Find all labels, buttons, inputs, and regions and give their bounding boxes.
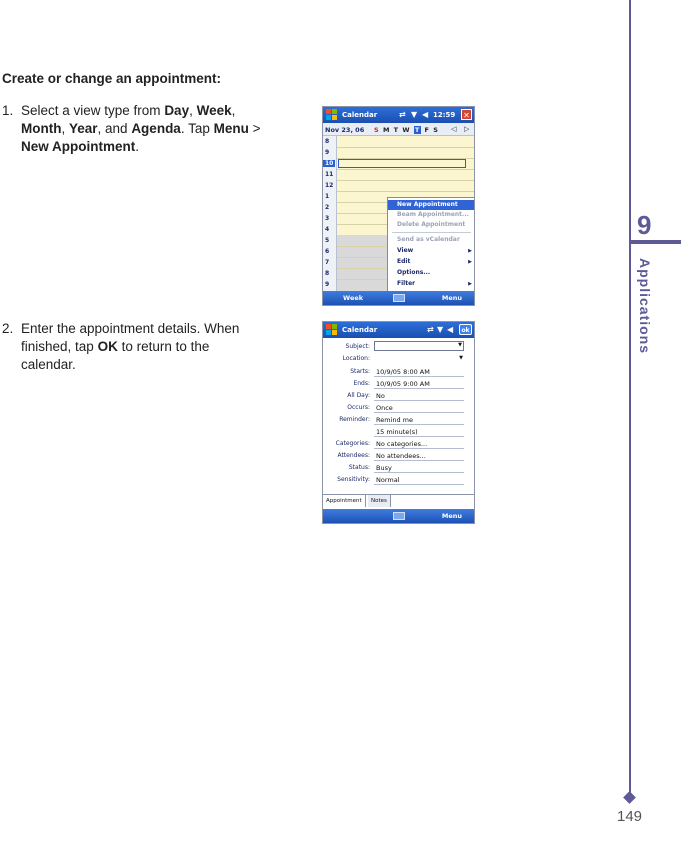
subject-label: Subject: xyxy=(345,343,370,350)
app-title: Calendar xyxy=(342,326,378,334)
close-button[interactable]: ✕ xyxy=(461,109,472,120)
ok-button[interactable]: ok xyxy=(459,324,472,335)
title-bar xyxy=(323,107,474,123)
attendees-label: Attendees: xyxy=(337,452,370,459)
days-midweek[interactable]: M T W xyxy=(382,126,411,134)
text: , xyxy=(231,103,236,118)
text: , xyxy=(61,121,69,136)
keyboard-icon[interactable] xyxy=(393,512,405,520)
location-row xyxy=(323,353,474,365)
step-text xyxy=(21,320,266,374)
hour-label: 7 xyxy=(325,259,330,266)
submenu-arrow-icon: ▶ xyxy=(468,248,472,254)
chevron-down-icon[interactable]: ▼ xyxy=(459,355,463,361)
bold-term: Day xyxy=(164,103,190,118)
reminder-time-row xyxy=(323,426,474,438)
hour-label: 4 xyxy=(325,226,330,233)
hour-label: 8 xyxy=(325,270,330,277)
hour-label: 3 xyxy=(325,215,330,222)
menu-beam-appointment[interactable]: Beam Appointment... xyxy=(397,211,469,218)
starts-label: Starts: xyxy=(350,368,370,375)
volume-icon[interactable]: ◀ xyxy=(422,110,429,119)
submenu-arrow-icon: ▶ xyxy=(468,281,472,287)
softkey-menu[interactable]: Menu xyxy=(441,294,462,302)
step-number: 2. xyxy=(2,321,14,336)
tab-appointment[interactable]: Appointment xyxy=(323,495,366,507)
text: Select a view type from xyxy=(21,103,165,118)
starts-row xyxy=(323,366,474,378)
occurs-row xyxy=(323,402,474,414)
tab-strip xyxy=(323,494,474,507)
categories-value[interactable]: No categories... xyxy=(374,439,464,449)
menu-filter[interactable] xyxy=(388,279,475,289)
menu-separator xyxy=(392,232,471,233)
subject-row xyxy=(323,341,474,353)
menu-label: Edit xyxy=(397,258,411,265)
attendees-value[interactable]: No attendees... xyxy=(374,451,464,461)
date-bar xyxy=(323,123,474,136)
start-menu-icon[interactable] xyxy=(326,109,338,121)
connectivity-icon[interactable]: ⇄ xyxy=(399,110,406,119)
submenu-arrow-icon: ▶ xyxy=(468,259,472,265)
text: Enter the appointment details. When finished, tap xyxy=(21,321,240,354)
sensitivity-row xyxy=(323,474,474,486)
reminder-value[interactable]: Remind me xyxy=(374,415,464,425)
status-row xyxy=(323,462,474,474)
hour-column xyxy=(323,136,337,291)
menu-delete-appointment[interactable]: Delete Appointment xyxy=(397,221,466,228)
selected-slot[interactable] xyxy=(338,159,466,168)
text: to return to the calendar. xyxy=(21,339,210,372)
status-label: Status: xyxy=(348,464,370,471)
text: , and xyxy=(97,121,132,136)
hour-label: 2 xyxy=(325,204,330,211)
menu-label: View xyxy=(397,247,414,254)
allday-label: All Day: xyxy=(347,392,370,399)
bold-term: Agenda xyxy=(131,121,181,136)
hour-label: 1 xyxy=(325,193,330,200)
reminder-row xyxy=(323,414,474,426)
bold-term: Week xyxy=(196,103,232,118)
softkey-menu[interactable]: Menu xyxy=(441,512,462,520)
reminder-label: Reminder: xyxy=(339,416,370,423)
calendar-week-screenshot xyxy=(322,106,475,306)
ends-value[interactable]: 10/9/05 9:00 AM xyxy=(374,379,464,389)
new-appointment-screenshot xyxy=(322,321,475,524)
diamond-icon xyxy=(623,791,636,804)
location-label: Location: xyxy=(342,355,370,362)
current-date[interactable]: Nov 23, 06 xyxy=(325,126,365,134)
title-bar xyxy=(323,322,474,338)
occurs-value[interactable]: Once xyxy=(374,403,464,413)
day-today[interactable]: T xyxy=(414,126,421,134)
section-heading: Create or change an appointment: xyxy=(2,71,222,86)
categories-row xyxy=(323,438,474,450)
start-menu-icon[interactable] xyxy=(326,324,338,336)
signal-icon[interactable]: ▼ xyxy=(437,325,444,334)
margin-rule xyxy=(629,0,631,800)
text: . Tap xyxy=(180,121,214,136)
day-sunday[interactable]: S xyxy=(374,126,380,134)
hour-label: 6 xyxy=(325,248,330,255)
menu-options[interactable]: Options... xyxy=(397,269,431,276)
hour-label: 8 xyxy=(325,138,330,145)
hour-label: 12 xyxy=(325,182,334,189)
hour-label: 10 xyxy=(325,160,334,167)
sensitivity-label: Sensitivity: xyxy=(337,476,370,483)
tab-notes[interactable]: Notes xyxy=(368,495,391,507)
prev-week-icon[interactable]: ◁ xyxy=(451,125,457,133)
bold-term: New Appointment xyxy=(21,139,136,154)
context-menu xyxy=(387,197,475,293)
hour-label: 9 xyxy=(325,149,330,156)
app-title: Calendar xyxy=(342,111,378,119)
ends-row xyxy=(323,378,474,390)
allday-value[interactable]: No xyxy=(374,391,464,401)
step-text xyxy=(21,102,271,156)
hour-label: 11 xyxy=(325,171,334,178)
chevron-down-icon[interactable]: ▼ xyxy=(458,342,462,348)
next-week-icon[interactable]: ▷ xyxy=(464,125,470,133)
chapter-title: Applications xyxy=(637,258,653,355)
connectivity-icon[interactable]: ⇄ xyxy=(427,325,434,334)
softkey-week[interactable]: Week xyxy=(343,294,364,302)
signal-icon[interactable]: ▼ xyxy=(411,110,418,119)
hour-label: 9 xyxy=(325,281,330,288)
days-end[interactable]: F S xyxy=(424,126,439,134)
menu-edit[interactable] xyxy=(388,257,475,267)
menu-label: Filter xyxy=(397,280,416,287)
bold-term: Year xyxy=(69,121,98,136)
step-number: 1. xyxy=(2,103,14,118)
page-number: 149 xyxy=(617,808,643,825)
week-days[interactable] xyxy=(374,126,439,134)
soft-key-bar xyxy=(323,509,474,523)
step-1 xyxy=(2,102,292,162)
bold-term: Month xyxy=(21,121,62,136)
attendees-row xyxy=(323,450,474,462)
allday-row xyxy=(323,390,474,402)
clock[interactable]: 12:59 xyxy=(433,111,456,119)
keyboard-icon[interactable] xyxy=(393,294,405,302)
volume-icon[interactable]: ◀ xyxy=(447,325,454,334)
status-value[interactable]: Busy xyxy=(374,463,464,473)
occurs-label: Occurs: xyxy=(347,404,370,411)
menu-view[interactable] xyxy=(388,246,475,256)
categories-label: Categories: xyxy=(335,440,370,447)
text: > xyxy=(248,121,261,136)
location-input[interactable] xyxy=(374,354,464,364)
subject-input[interactable] xyxy=(374,341,464,351)
menu-send-vcalendar[interactable]: Send as vCalendar xyxy=(397,236,460,243)
soft-key-bar xyxy=(323,291,474,305)
sensitivity-value[interactable]: Normal xyxy=(374,475,464,485)
starts-value[interactable]: 10/9/05 8:00 AM xyxy=(374,367,464,377)
ends-label: Ends: xyxy=(353,380,370,387)
text: . xyxy=(135,139,140,154)
step-2 xyxy=(2,320,292,380)
hour-label: 5 xyxy=(325,237,330,244)
reminder-time-value[interactable]: 15 minute(s) xyxy=(374,427,464,437)
bold-term: OK xyxy=(97,339,118,354)
menu-new-appointment[interactable]: New Appointment xyxy=(388,200,475,210)
bold-term: Menu xyxy=(213,121,249,136)
chapter-number: 9 xyxy=(637,210,652,240)
text: , xyxy=(189,103,197,118)
